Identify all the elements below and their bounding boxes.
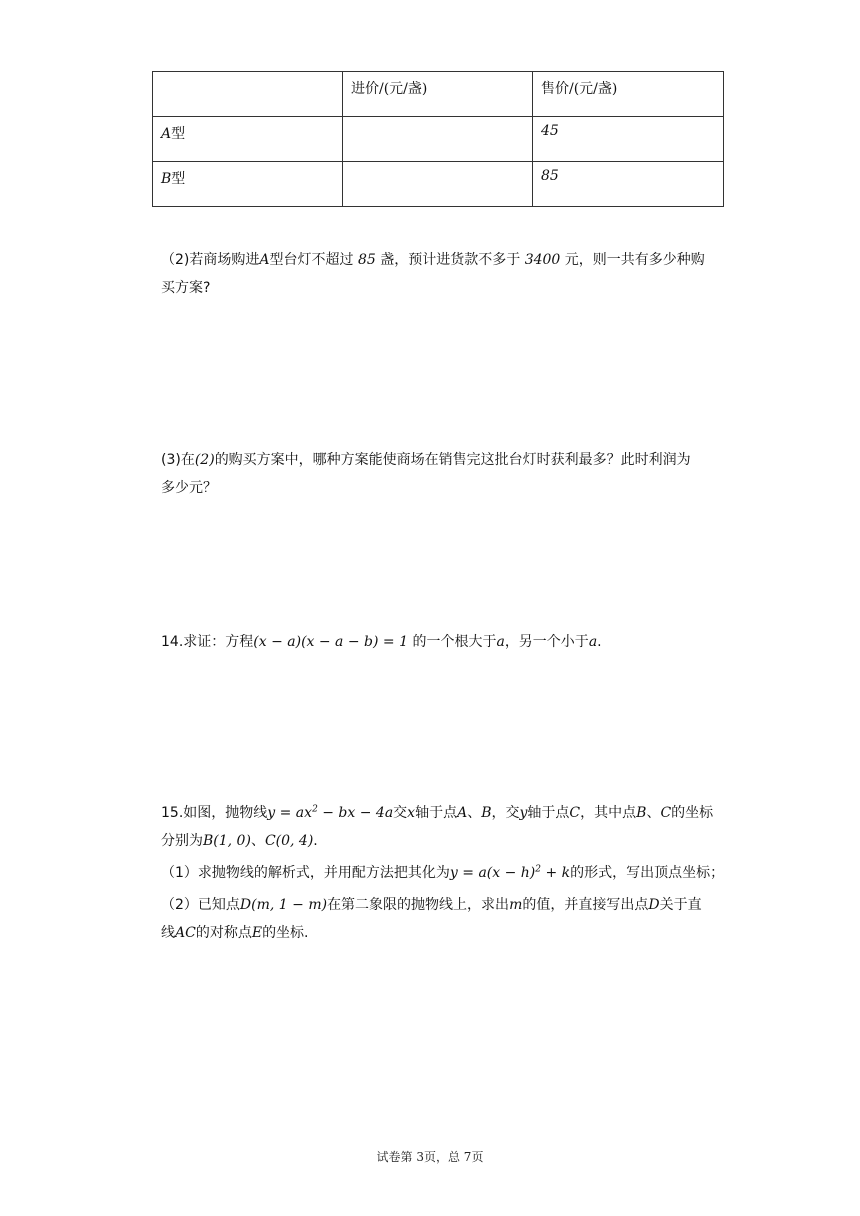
text: ，另一个小于	[504, 634, 589, 650]
question-15-sub-2	[161, 891, 761, 919]
text: 的形式，写出顶点坐标；	[570, 865, 725, 881]
text: 、	[467, 805, 482, 821]
price-table	[152, 71, 724, 207]
math-point: B(1, 0)	[203, 833, 251, 849]
table-cell-cost	[343, 162, 533, 207]
text: 15.如图，抛物线	[161, 805, 268, 821]
text: 交	[393, 805, 408, 821]
table-row	[153, 117, 724, 162]
question-15-line-2	[161, 827, 761, 855]
question-3	[161, 446, 741, 502]
math: y = ax	[267, 805, 313, 821]
question-14	[161, 628, 741, 656]
math-equation: (x − a)(x − a − b) = 1	[253, 634, 408, 650]
math-point: D(m, 1 − m)	[239, 897, 328, 913]
math-point: C(0, 4)	[264, 833, 314, 849]
text: .	[313, 833, 318, 849]
text: 的值，并直接写出点	[522, 897, 649, 913]
math-var: D	[648, 897, 660, 913]
text: ，其中点	[580, 805, 637, 821]
math-sup: 2	[312, 804, 318, 815]
question-3-line-2: 多少元？	[161, 480, 217, 496]
math-var: A	[259, 252, 270, 268]
text: 的坐标	[671, 805, 714, 821]
table-cell-type	[153, 117, 343, 162]
table-cell-price: 85	[533, 162, 724, 207]
type-letter: B	[161, 171, 172, 187]
text: (3)在	[161, 452, 195, 468]
question-2-line-1	[161, 246, 741, 274]
question-15-sub-2-line-2	[161, 919, 761, 947]
table-cell-type	[153, 162, 343, 207]
text: （2）已知点	[161, 897, 240, 913]
table-header-cell	[153, 72, 343, 117]
table-row	[153, 162, 724, 207]
text: .	[597, 634, 602, 650]
table-header-cell: 进价/(元/盏)	[343, 72, 533, 117]
math: + k	[541, 865, 571, 881]
question-2	[161, 246, 741, 302]
table-header-row	[153, 72, 724, 117]
text: 轴于点	[527, 805, 570, 821]
text: 、	[250, 833, 265, 849]
text: 盏，预计进货款不多于	[375, 252, 525, 268]
text: 线	[161, 925, 175, 941]
question-15-sub-1	[161, 859, 761, 887]
question-15	[161, 799, 761, 947]
math-var: E	[251, 925, 263, 941]
text: 的一个根大于	[408, 634, 497, 650]
text: 轴于点	[415, 805, 458, 821]
type-suffix: 型	[171, 126, 186, 142]
text: 、	[646, 805, 661, 821]
question-14-line-1	[161, 628, 741, 656]
question-3-line-1	[161, 446, 741, 474]
text: 的对称点	[195, 925, 252, 941]
text: （2)若商场购进	[161, 252, 260, 268]
math-var: A	[457, 805, 468, 821]
text: 的坐标.	[262, 925, 309, 941]
math-var: a	[588, 634, 598, 650]
type-letter: A	[161, 126, 172, 142]
math-var: m	[509, 897, 523, 913]
page-footer: 试卷第 3页，总 7页	[376, 1150, 484, 1164]
text: 在第二象限的抛物线上，求出	[327, 897, 510, 913]
math: y = a(x − h)	[449, 865, 536, 881]
text: 型台灯不超过	[269, 252, 358, 268]
text: 的购买方案中，哪种方案能使商场在销售完这批台灯时获利最多？此时利润为	[214, 452, 691, 468]
text: 分别为	[161, 833, 203, 849]
math-var: C	[569, 805, 581, 821]
question-15-line-1	[161, 799, 761, 827]
math-var: a	[496, 634, 505, 650]
math-var: AC	[175, 925, 196, 941]
text: （1）求抛物线的解析式，并用配方法把其化为	[161, 865, 450, 881]
text: ，交	[491, 805, 520, 821]
table-header-cell: 售价/(元/盏)	[533, 72, 724, 117]
table-cell-cost	[343, 117, 533, 162]
text: 关于直	[659, 897, 702, 913]
question-2-line-2: 买方案?	[161, 280, 211, 296]
math-num: 85	[357, 252, 376, 268]
math-var: C	[660, 805, 672, 821]
type-suffix: 型	[171, 171, 186, 187]
math-var: B	[636, 805, 647, 821]
math-sup: 2	[535, 864, 541, 875]
table-cell-price: 45	[533, 117, 724, 162]
text: 14.求证：方程	[161, 634, 254, 650]
math-var: B	[481, 805, 492, 821]
math-var: x	[407, 805, 416, 821]
math-var: y	[519, 805, 528, 821]
math-ref: (2)	[194, 452, 215, 468]
text: 元，则一共有多少种购	[560, 252, 705, 268]
math-num: 3400	[524, 252, 561, 268]
math: − bx − 4a	[317, 805, 394, 821]
